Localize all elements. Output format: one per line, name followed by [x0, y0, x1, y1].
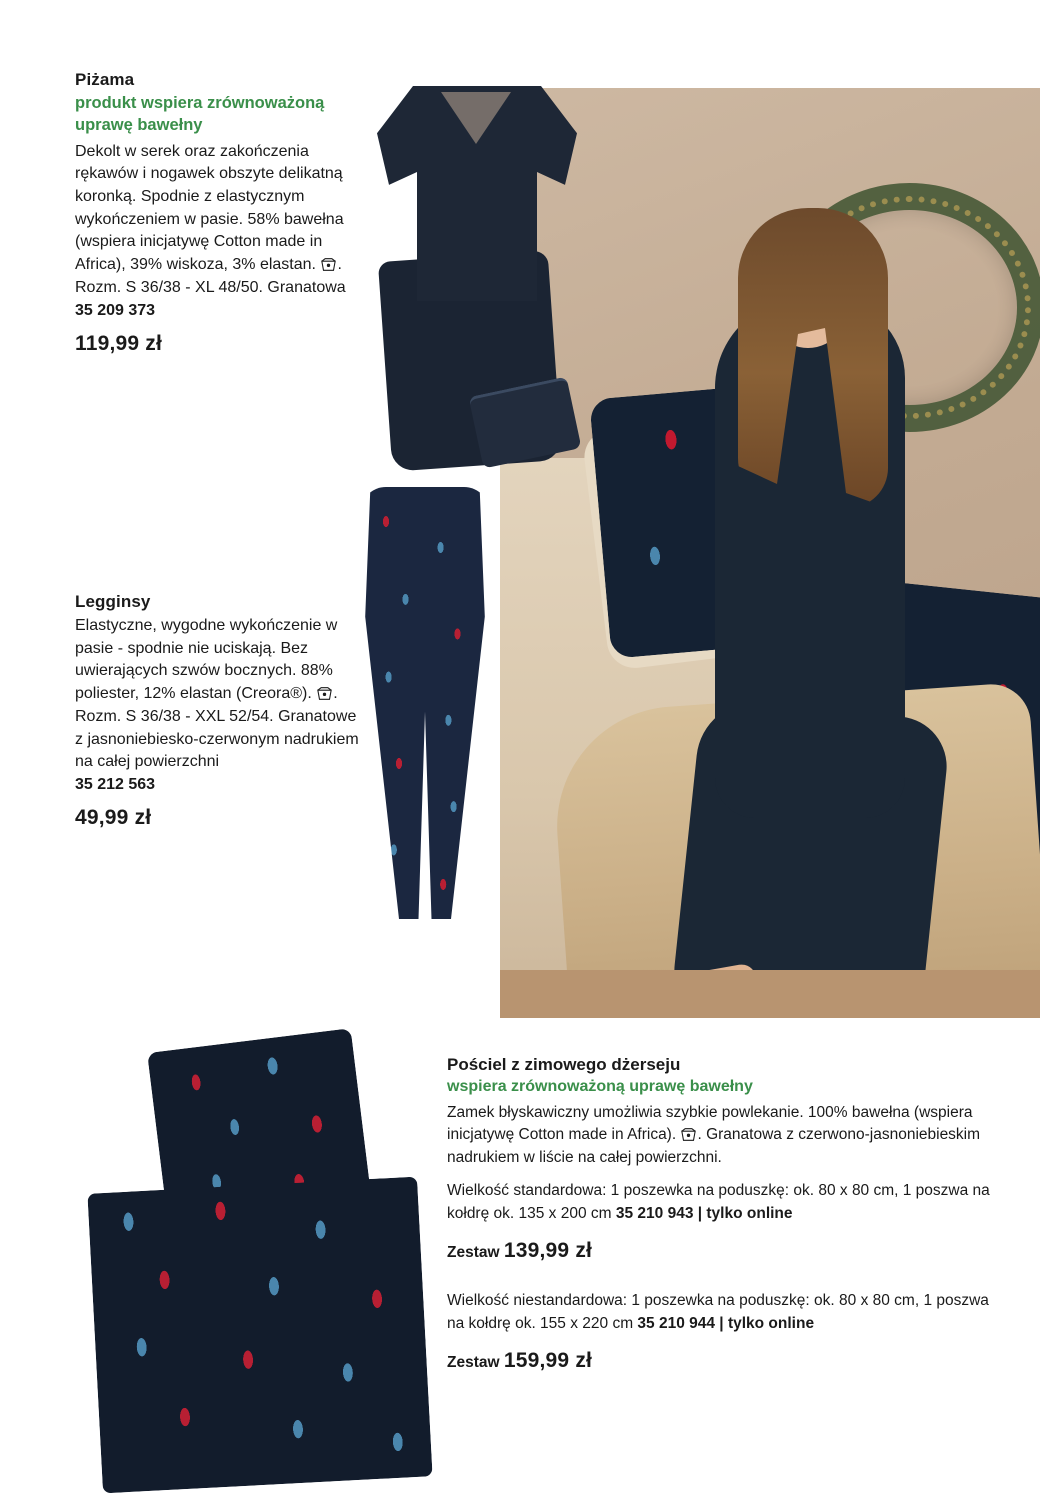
bedding-product-block: [447, 1055, 992, 1373]
wash-tub-icon: [680, 1127, 697, 1142]
bedding-title: Pościel z zimowego dżerseju: [447, 1055, 681, 1074]
bedding-variant-nonstandard-article: 35 210 944 | tylko online: [637, 1314, 815, 1332]
leggings-garment: [360, 487, 490, 919]
bedding-standard-set-label: Zestaw: [447, 1244, 504, 1262]
pyjama-price: 119,99 zł: [75, 331, 163, 355]
bedding-nonstandard-price: 159,99 zł: [503, 1349, 593, 1373]
photo-floor: [500, 970, 1040, 1018]
bedding-eco-note: wspiera zrównoważoną uprawę bawełny: [447, 1078, 753, 1095]
bedding-variant-standard: [447, 1180, 992, 1225]
bedding-description-part1: Zamek błyskawiczny umożliwia szybkie powlekanie. 100% bawełna (wspiera inicjatywę Cotton made in Africa).: [447, 1104, 973, 1144]
bedding-standard-price: 139,99 zł: [503, 1239, 593, 1263]
bedding-standard-price-row: [447, 1239, 992, 1263]
bedding-variant-nonstandard: [447, 1290, 992, 1335]
leggings-title: Legginsy: [75, 592, 151, 611]
bedding-set-product-photo: [95, 1040, 425, 1460]
leggings-description-part2: . Rozm. S 36/38 - XXL 52/54. Granatowe z jasnoniebiesko-czerwonym nadrukiem na całej powierzchni: [75, 685, 359, 771]
bedding-variant-nonstandard-text: Wielkość niestandardowa: 1 poszewka na poduszkę: ok. 80 x 80 cm, 1 poszwa na kołdrę ok. 155 x 220 cm: [447, 1292, 989, 1332]
pyjama-description-part1: Dekolt w serek oraz zakończenia rękawów i nogawek obszyte delikatną koronką. Spodnie z elastycznym wykończeniem w pasie. 58% bawełna (wspiera inicjatywę Cotton made in Africa), 39% wiskoza, 3% elastan.: [75, 142, 344, 274]
pyjama-title: Piżama: [75, 70, 135, 89]
pyjama-product-block: [75, 70, 375, 356]
bedding-nonstandard-price-row: [447, 1349, 992, 1373]
leggings-product-block: [75, 592, 365, 830]
bedding-variant-standard-text: Wielkość standardowa: 1 poszewka na poduszkę: ok. 80 x 80 cm, 1 poszwa na kołdrę ok. 135 x 200 cm: [447, 1182, 990, 1222]
pyjama-article-number: 35 209 373: [75, 301, 156, 319]
duvet-cover: [87, 1177, 432, 1493]
leggings-article-number: 35 212 563: [75, 776, 156, 794]
bedding-description: [447, 1102, 992, 1169]
leggings-description: [75, 615, 365, 774]
pyjama-product-photo: [355, 86, 595, 456]
leggings-description-part1: Elastyczne, wygodne wykończenie w pasie - spodnie nie uciskają. Bez uwierających szwów bocznych. 88% poliester, 12% elastan (Creora®).: [75, 617, 338, 703]
pyjama-description: [75, 141, 375, 300]
bedding-variant-standard-article: 35 210 943 | tylko online: [615, 1204, 793, 1222]
pyjama-description-part2: . Rozm. S 36/38 - XL 48/50. Granatowa: [75, 256, 346, 296]
bedding-nonstandard-set-label: Zestaw: [447, 1354, 504, 1372]
wash-tub-icon: [316, 686, 333, 701]
bedding-description-part2: . Granatowa z czerwono-jasnoniebieskim nadrukiem w liście na całej powierzchni.: [447, 1126, 981, 1166]
wash-tub-icon: [320, 257, 337, 272]
pyjama-eco-note: produkt wspiera zrównoważoną uprawę bawełny: [75, 94, 325, 134]
leggings-product-photo: [360, 487, 490, 919]
leggings-price: 49,99 zł: [75, 806, 152, 830]
